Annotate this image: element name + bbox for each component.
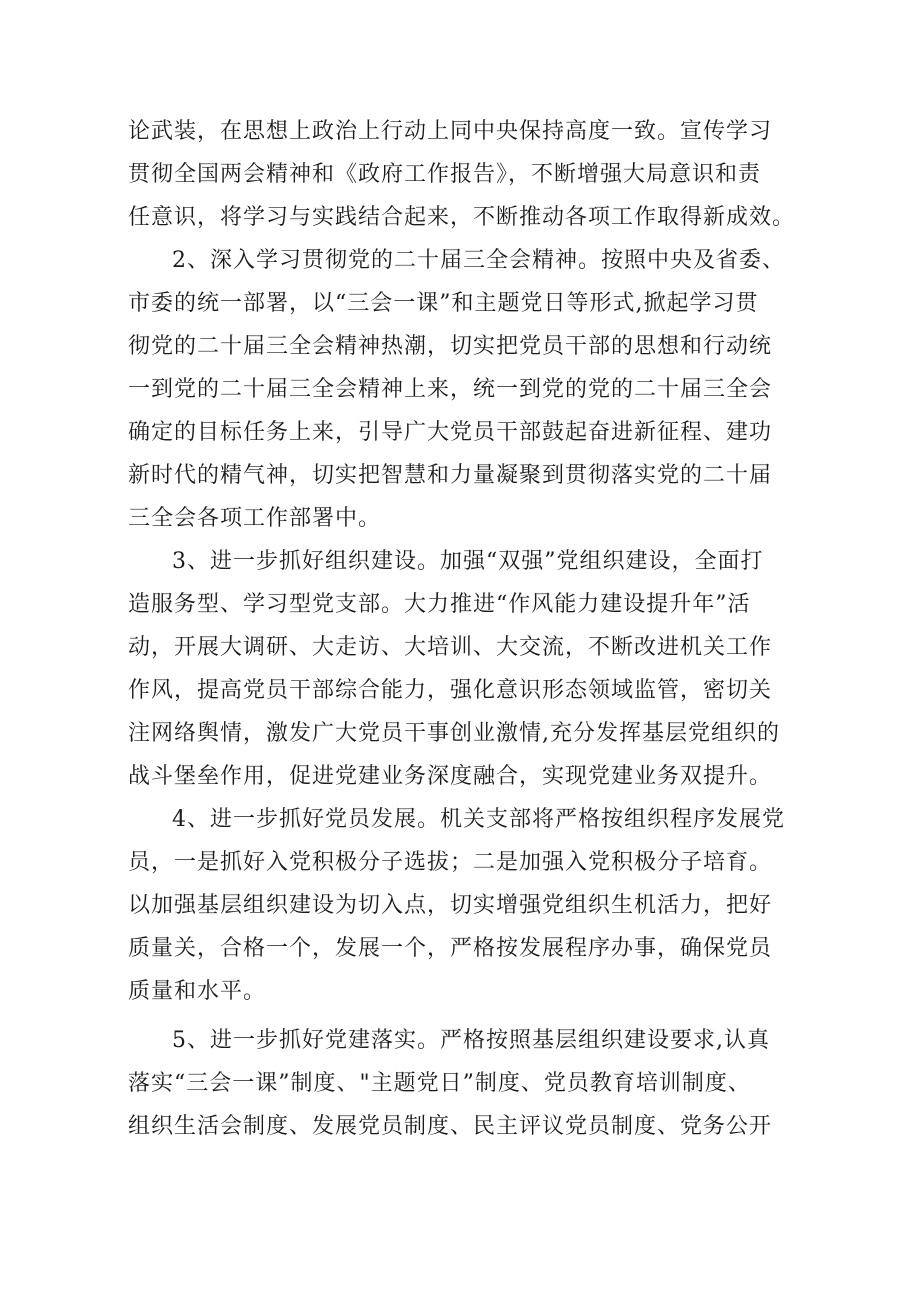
paragraph-item-2	[128, 239, 798, 540]
text-line: 三全会各项工作部署中。	[128, 506, 382, 531]
text-line: 2、深入学习贯彻党的二十届三全会精神。按照中央及省委、	[172, 248, 785, 273]
paragraph-item-4	[128, 798, 798, 1013]
text-line: 战斗堡垒作用，促进党建业务深度融合，实现党建业务双提升。	[128, 764, 773, 789]
text-line: 5、进一步抓好党建落实。严格按照基层组织建设要求,认真	[172, 1028, 770, 1053]
text-line: 动，开展大调研、大走访、大培训、大交流，不断改进机关工作	[128, 635, 773, 660]
text-line: 员，一是抓好入党积极分子选拔；二是加强入党积极分子培育。	[128, 850, 773, 875]
text-line: 以加强基层组织建设为切入点，切实增强党组织生机活力，把好	[128, 893, 773, 918]
text-line: 彻党的二十届三全会精神热潮，切实把党员干部的思想和行动统	[128, 334, 773, 359]
text-line: 落实“三会一课”制度、"主题党日”制度、党员教育培训制度、	[128, 1071, 751, 1096]
text-line: 论武装，在思想上政治上行动上同中央保持高度一致。宣传学习	[128, 119, 773, 144]
text-line: 组织生活会制度、发展党员制度、民主评议党员制度、党务公开	[128, 1114, 773, 1139]
text-line: 质量关，合格一个，发展一个，严格按发展程序办事，确保党员	[128, 936, 773, 961]
paragraph-continuation	[128, 110, 798, 239]
paragraph-item-3	[128, 540, 798, 798]
document-body	[128, 110, 798, 1148]
text-line: 任意识，将学习与实践结合起来，不断推动各项工作取得新成效。	[128, 205, 796, 230]
text-line: 造服务型、学习型党支部。大力推进“作风能力建设提升年”活	[128, 592, 751, 617]
text-line: 确定的目标任务上来，引导广大党员干部鼓起奋进新征程、建功	[128, 420, 773, 445]
text-line: 贯彻全国两会精神和《政府工作报告》，不断增强大局意识和责	[128, 162, 762, 187]
text-line: 市委的统一部署，以“三会一课”和主题党日等形式,掀起学习贯	[128, 291, 759, 316]
text-line: 新时代的精气神，切实把智慧和力量凝聚到贯彻落实党的二十届	[128, 463, 773, 488]
text-line: 3、进一步抓好组织建设。加强“双强”党组织建设，全面打	[172, 549, 764, 574]
text-line: 注网络舆情，激发广大党员干事创业激情,充分发挥基层党组织的	[128, 721, 780, 746]
text-line: 作风，提高党员干部综合能力，强化意识形态领域监管，密切关	[128, 678, 773, 703]
paragraph-item-5	[128, 1019, 798, 1148]
text-line: 一到党的二十届三全会精神上来，统一到党的党的二十届三全会	[128, 377, 773, 402]
text-line: 4、进一步抓好党员发展。机关支部将严格按组织程序发展党	[172, 807, 785, 832]
text-line: 质量和水平。	[128, 979, 267, 1004]
